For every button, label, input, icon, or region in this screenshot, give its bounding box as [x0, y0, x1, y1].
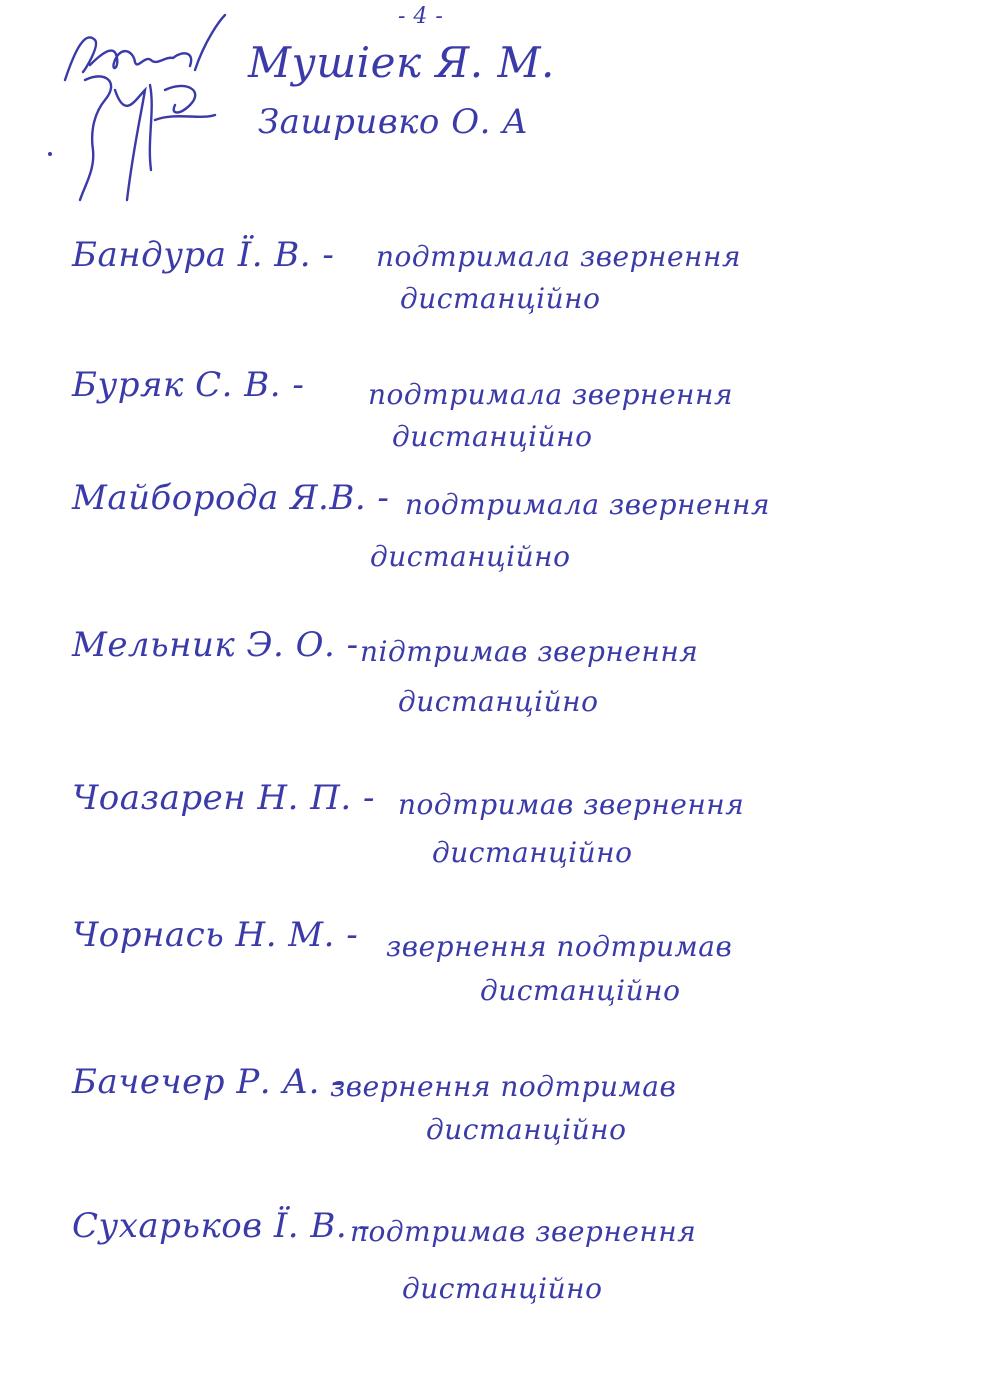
ink-dot: [48, 152, 52, 156]
entry-name: Буряк С. В. -: [72, 365, 305, 405]
entry-name: Бачечер Р. А. -: [72, 1062, 344, 1102]
entry-name: Чорнась Н. М. -: [72, 915, 359, 955]
signature-2: [55, 60, 255, 210]
top-signer-name: Мушіек Я. М.: [248, 38, 555, 87]
entry-text-line2: дистанційно: [392, 420, 593, 453]
entry-text: подтримала звернення: [405, 488, 770, 521]
entry-text-line2: дистанційно: [432, 836, 633, 869]
entry-name: Мельник Э. О. -: [72, 625, 359, 665]
entry-text: звернення подтримав: [386, 930, 733, 963]
entry-text: подтримала звернення: [376, 240, 741, 273]
entry-text-line2: дистанційно: [426, 1113, 627, 1146]
entry-text: подтримав звернення: [398, 788, 745, 821]
entry-text: подтримав звернення: [350, 1215, 697, 1248]
entry-text-line2: дистанційно: [370, 540, 571, 573]
entry-name: Майборода Я.В. -: [72, 478, 390, 518]
page-number: - 4 -: [398, 4, 444, 29]
entry-text: звернення подтримав: [330, 1070, 677, 1103]
entry-text-line2: дистанційно: [398, 685, 599, 718]
entry-text-line2: дистанційно: [402, 1272, 603, 1305]
entry-name: Чоазарен Н. П. -: [72, 778, 375, 818]
entry-text-line2: дистанційно: [480, 974, 681, 1007]
entry-name: Бандура Ї. В. -: [72, 235, 335, 275]
entry-text: підтримав звернення: [360, 635, 699, 668]
entry-text-line2: дистанційно: [400, 282, 601, 315]
entry-name: Сухарьков Ї. В. -: [72, 1206, 371, 1246]
entry-text: подтримала звернення: [368, 378, 733, 411]
top-signer-name: Зашривко О. А: [258, 102, 529, 142]
